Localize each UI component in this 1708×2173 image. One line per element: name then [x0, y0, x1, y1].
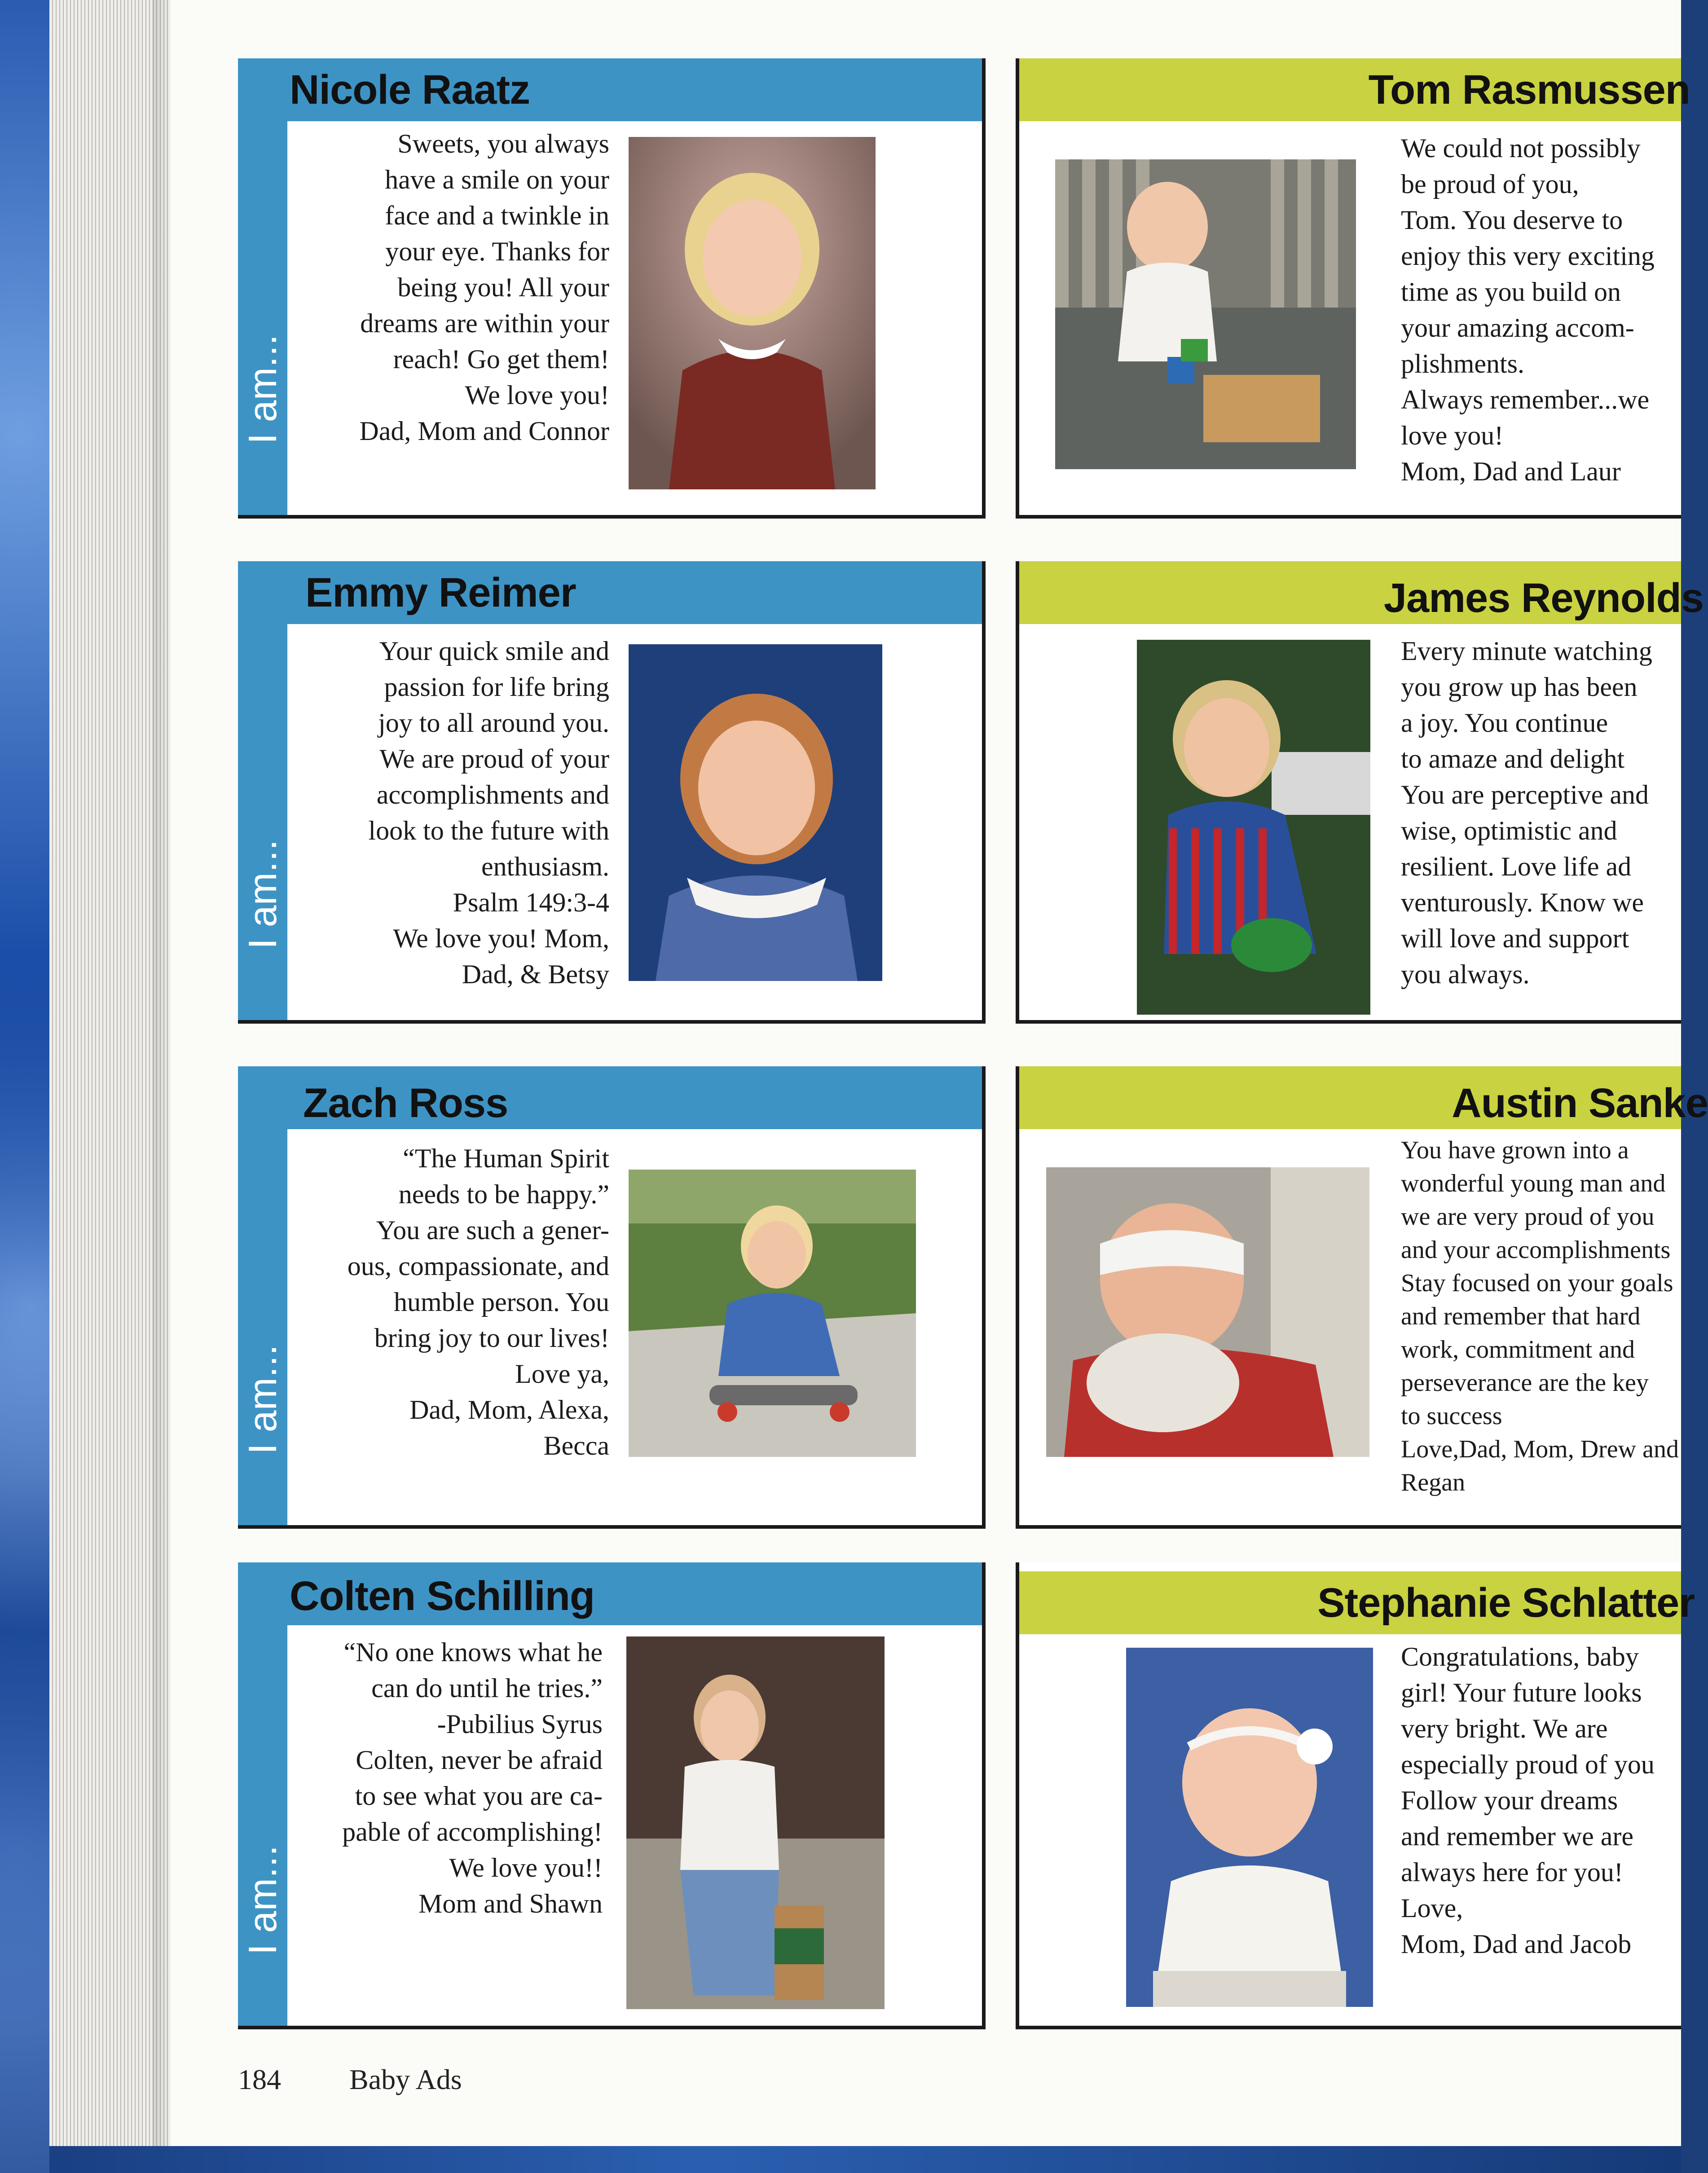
ad-message: We could not possibly be proud of you, Tom. You deserve to enjoy this very exciting time as you build on your amazing accom- plishments. Always remember...we love you! Mom, Dad and Laur	[1401, 133, 1655, 486]
child-photo	[629, 644, 882, 981]
ad-message: Every minute watching you grow up has been a joy. You continue to amaze and delight You are perceptive and wise, optimistic and resilient. Love life ad venturously. Know we will love and support you always.	[1401, 636, 1652, 989]
student-name: Emmy Reimer	[305, 570, 576, 616]
student-name: Colten Schilling	[290, 1573, 595, 1619]
section-title: Baby Ads	[349, 2063, 462, 2095]
child-photo	[1137, 640, 1370, 1015]
ad-message: “No one knows what he can do until he tries.” -Pubilius Syrus Colten, never be afraid to see what you are ca- pable of accomplishing! We love you!! Mom and Shawn	[342, 1637, 603, 1918]
ad-message: You have grown into a wonderful young man and we are very proud of you and your accomplishments Stay focused on your goals and remember that hard work, commitment and perseverance are the key to success Love,Dad, Mom, Drew and Regan	[1401, 1136, 1679, 1496]
child-photo	[629, 137, 876, 489]
student-name: James Reynolds	[1383, 575, 1704, 621]
child-photo	[1055, 159, 1356, 469]
cover-binding	[0, 0, 49, 2173]
baby-ad-card	[1016, 58, 1690, 519]
child-photo	[1126, 1648, 1373, 2007]
ad-message: “The Human Spirit needs to be happy.” You are such a gener- ous, compassionate, and humble person. You bring joy to our lives! Love ya, Dad, Mom, Alexa, Becca	[347, 1144, 609, 1460]
ad-message: Sweets, you always have a smile on your face and a twinkle in your eye. Thanks for being you! All your dreams are within your reach! Go get them! We love you! Dad, Mom and Connor	[359, 129, 609, 446]
child-photo	[629, 1170, 916, 1457]
child-photo	[1046, 1167, 1369, 1457]
i-am-label: I am...	[240, 1845, 285, 1955]
baby-ad-card	[1016, 561, 1704, 1024]
student-name: Tom Rasmussen	[1368, 67, 1690, 113]
baby-ad-card	[1016, 1066, 1708, 1529]
i-am-label: I am...	[240, 334, 285, 444]
student-name: Nicole Raatz	[290, 67, 530, 113]
student-name: Stephanie Schlatter	[1317, 1580, 1695, 1626]
page-number: 184	[238, 2063, 281, 2095]
page-edges	[49, 0, 171, 2173]
i-am-label: I am...	[240, 1344, 285, 1455]
student-name: Zach Ross	[303, 1080, 508, 1126]
student-name: Austin Sanke	[1452, 1080, 1708, 1126]
baby-ad-card	[238, 1562, 986, 2029]
baby-ad-card	[238, 561, 986, 1024]
baby-ad-card	[1016, 1562, 1695, 2029]
i-am-label: I am...	[240, 839, 285, 950]
child-photo	[626, 1636, 885, 2009]
ad-message: Your quick smile and passion for life bring joy to all around you. We are proud of your accomplishments and look to the future with enthusiasm. Psalm 149:3-4 We love you! Mom, Dad, & Betsy	[368, 636, 609, 989]
baby-ad-card	[238, 58, 986, 519]
bottom-cover-strip	[49, 2146, 1681, 2173]
ad-message: Congratulations, baby girl! Your future looks very bright. We are especially proud of you Follow your dreams and remember we are always here for you! Love, Mom, Dad and Jacob	[1401, 1642, 1655, 1959]
baby-ad-card	[238, 1066, 986, 1529]
